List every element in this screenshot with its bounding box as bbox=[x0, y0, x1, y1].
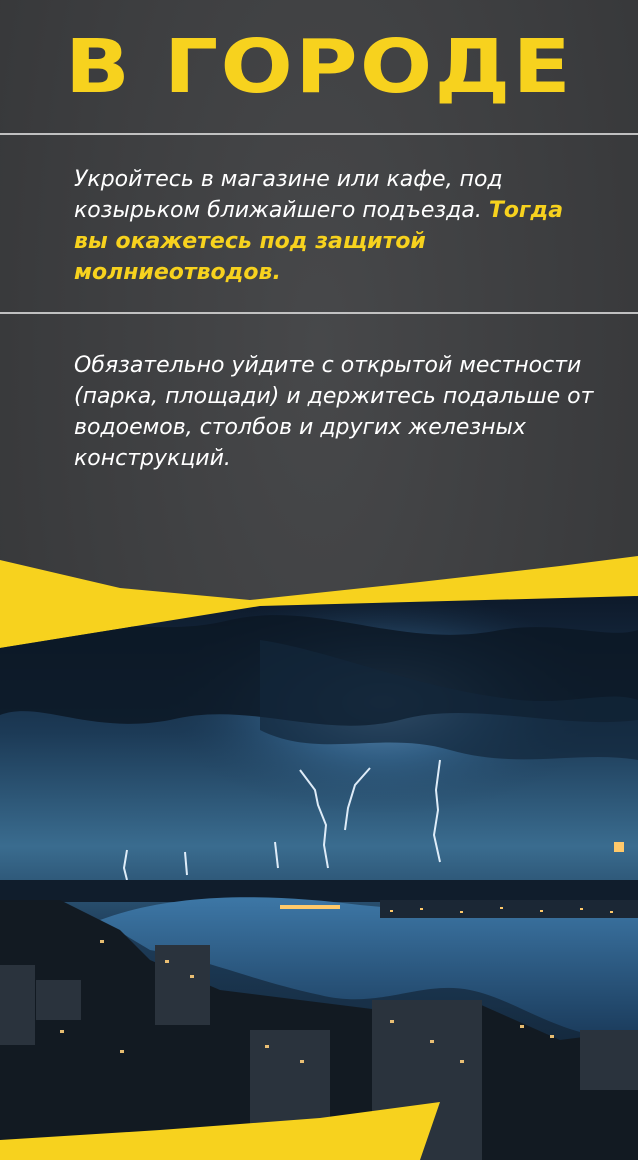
paragraph-shelter-text: Укройтесь в магазине или кафе, под козырьком ближайшего подъезда. bbox=[74, 167, 503, 223]
paragraph-shelter-highlight: Тогда вы окажетесь под защитой молниеотводов. bbox=[74, 198, 564, 285]
page-title: В ГОРОДЕ bbox=[64, 24, 574, 110]
paragraph-open-area: Обязательно уйдите с открытой местности (парка, площади) и держитесь подальше от водоемов, столбов и других железных конструкций. bbox=[74, 353, 594, 471]
